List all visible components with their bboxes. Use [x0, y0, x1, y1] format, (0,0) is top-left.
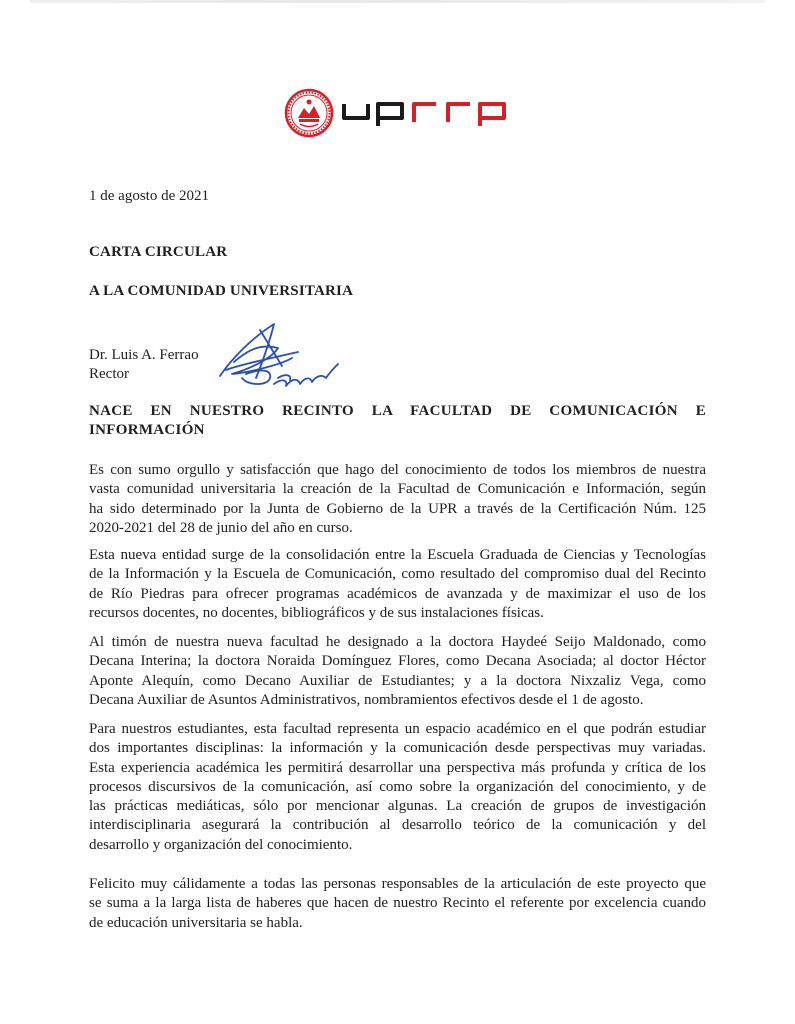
paragraph-line: Decana Interina; la doctora Noraida Domínguez Flores, como Decana Asociada; al doctor Héctor: [89, 653, 706, 670]
paragraph-line: Al timón de nuestra nueva facultad he designado a la doctora Haydeé Seijo Maldonado, como: [89, 634, 706, 650]
paragraph-line: se suma a la larga lista de haberes que hacen de nuestro Recinto el referente por excelencia cuando: [89, 895, 706, 912]
paragraph-line: recursos docentes, no docentes, bibliográficos y de sus instalaciones físicas.: [89, 604, 544, 621]
paragraph-line: vasta comunidad universitaria la creación de la Facultad de Comunicación e Información, según: [89, 481, 706, 498]
sender-block: [89, 346, 199, 384]
paragraph-line: procesos discursivos de la comunicación, así como sobre la organización del conocimiento, y de: [89, 778, 706, 795]
circular-title: CARTA CIRCULAR: [89, 244, 228, 260]
paragraph-line: Para nuestros estudiantes, esta facultad representa un espacio académico en el que podrán estudiar: [89, 721, 706, 737]
handwritten-signature: [212, 318, 362, 398]
body-paragraph: [89, 720, 706, 855]
paragraph-line: Decana Auxiliar de Asuntos Administrativos, nombramientos efectivos desde el 1 de agosto.: [89, 691, 644, 708]
sender-title: Rector: [89, 366, 129, 382]
paragraph-line: desarrollo y organización del conocimiento.: [89, 836, 353, 853]
paragraph-line: ha sido determinado por la Junta de Gobierno de la UPR a través de la Certificación Núm. 125: [89, 500, 706, 517]
university-seal-icon: [284, 88, 334, 138]
paragraph-line: de Río Piedras para ofrecer programas académicos de avanzada y de maximizar el uso de los: [89, 585, 706, 602]
paragraph-line: Aponte Alequín, como Decano Auxiliar de Estudiantes; y a la doctora Nixzaliz Vega, como: [89, 672, 706, 689]
paragraph-line: Es con sumo orgullo y satisfacción que hago del conocimiento de todos los miembros de nuestra: [89, 462, 706, 478]
top-scan-edge: [30, 0, 765, 3]
subject-line: INFORMACIÓN: [89, 422, 205, 438]
paragraph-line: Felicito muy cálidamente a todas las personas responsables de la articulación de este proyecto que: [89, 876, 706, 892]
body-paragraph: [89, 875, 706, 933]
subject-heading: [89, 402, 706, 440]
paragraph-line: dos importantes disciplinas: la información y la comunicación desde perspectivas muy variadas.: [89, 740, 706, 757]
paragraph-line: Esta nueva entidad surge de la consolidación entre la Escuela Graduada de Ciencias y Tecnologías: [89, 547, 706, 563]
subject-line: NACE EN NUESTRO RECINTO LA FACULTAD DE COMUNICACIÓN E: [89, 403, 706, 419]
letterhead: [284, 88, 524, 138]
body-paragraph: [89, 546, 706, 623]
paragraph-line: de educación universitaria se habla.: [89, 914, 303, 931]
letter-date: 1 de agosto de 2021: [89, 188, 209, 204]
paragraph-line: las prácticas mediáticas, sólo por mencionar algunas. La creación de grupos de investigación: [89, 798, 706, 815]
body-paragraph: [89, 633, 706, 710]
paragraph-line: 2020-2021 del 28 de junio del año en curso.: [89, 519, 353, 536]
paragraph-line: Esta experiencia académica les permitirá desarrollar una perspectiva más profunda y crítica de los: [89, 759, 706, 776]
body-paragraph: [89, 461, 706, 538]
uprrp-wordmark-icon: [340, 100, 510, 128]
paragraph-line: de la Información y la Escuela de Comunicación, como resultado del compromiso dual del Recinto: [89, 566, 706, 583]
sender-name: Dr. Luis A. Ferrao: [89, 347, 199, 363]
recipients-line: A LA COMUNIDAD UNIVERSITARIA: [89, 283, 354, 299]
paragraph-line: interdisciplinaria asegurará la contribución al desarrollo teórico de la comunicación y del: [89, 817, 706, 834]
